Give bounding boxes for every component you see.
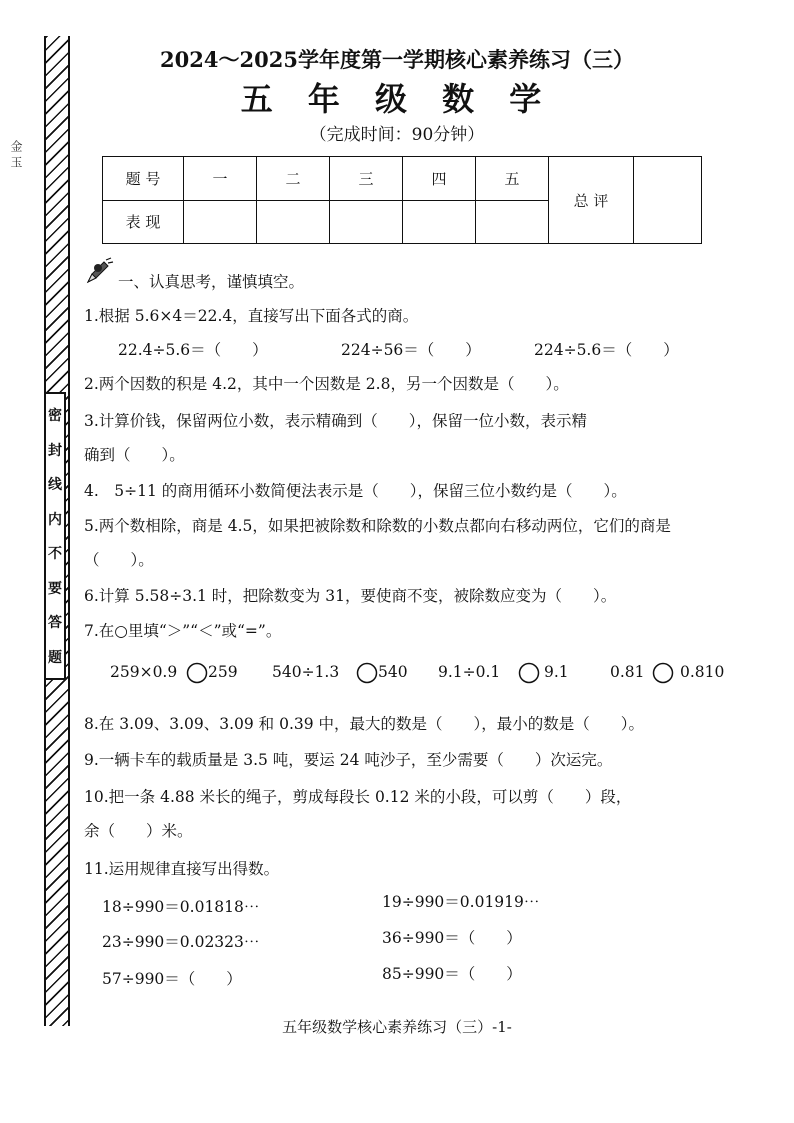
question-5-cont: （ ）。 [84, 551, 154, 569]
column-3: 三 [330, 157, 403, 201]
question-11b: 19÷990＝0.01919⋯ [382, 893, 540, 911]
question-6: 6.计算 5.58÷3.1 时，把除数变为 31，要使商不变，被除数应变为（ ）。 [84, 587, 617, 605]
total-label: 总 评 [549, 157, 634, 244]
question-11a: 18÷990＝0.01818⋯ [102, 898, 260, 916]
question-11f: 85÷990＝（ ） [382, 965, 522, 983]
seal-char: 要 [48, 580, 62, 597]
question-2: 2.两个因数的积是 4.2，其中一个因数是 2.8，另一个因数是（ ）。 [84, 375, 569, 393]
score-cell [257, 200, 330, 244]
question-10: 10.把一条 4.88 米长的绳子，剪成每段长 0.12 米的小段，可以剪（ ）段， [84, 788, 632, 806]
question-8: 8.在 3.09、3.09、3.09 和 0.39 中，最大的数是（ ），最小的数是（ ）。 [84, 715, 645, 733]
question-11d: 36÷990＝（ ） [382, 929, 522, 947]
column-2: 二 [257, 157, 330, 201]
question-7d-right: 0.810 [680, 663, 725, 681]
exam-title: 2024～2025学年度第一学期核心素养练习（三） [160, 47, 634, 72]
row-label-performance: 表 现 [103, 200, 184, 244]
question-7b-right: 540 [378, 663, 408, 681]
row-label-question-number: 题 号 [103, 157, 184, 201]
compare-circle [652, 662, 674, 684]
time-limit: （完成时间：90分钟） [309, 125, 485, 145]
seal-char: 不 [48, 546, 62, 563]
total-score-cell [634, 157, 702, 244]
score-cell [184, 200, 257, 244]
column-1: 一 [184, 157, 257, 201]
question-9: 9.一辆卡车的载质量是 3.5 吨，要运 24 吨沙子，至少需要（ ）次运完。 [84, 751, 613, 769]
question-7a-right: 259 [208, 663, 238, 681]
score-cell [330, 200, 403, 244]
score-cell [403, 200, 476, 244]
question-1a: 22.4÷5.6＝（ ） [118, 341, 268, 359]
pencil-icon [84, 256, 114, 286]
subject-title: 五 年 级 数 学 [240, 80, 554, 118]
compare-circle [356, 662, 378, 684]
seal-line-notice [44, 392, 66, 680]
question-7c-right: 9.1 [544, 663, 569, 681]
question-11c: 23÷990＝0.02323⋯ [102, 933, 260, 951]
question-3: 3.计算价钱，保留两位小数，表示精确到（ ），保留一位小数，表示精 [84, 412, 588, 430]
question-3-cont: 确到（ ）。 [84, 446, 185, 464]
seal-char: 题 [48, 649, 62, 666]
page-footer: 五年级数学核心素养练习（三）-1- [282, 1018, 512, 1036]
question-7d-left: 0.81 [610, 663, 645, 681]
question-7: 7.在○里填“＞”“＜”或“=”。 [84, 622, 282, 640]
question-1: 1.根据 5.6×4＝22.4，直接写出下面各式的商。 [84, 307, 419, 325]
side-mark: 金 玉 [9, 140, 23, 168]
seal-char: 密 [48, 408, 62, 425]
score-table [102, 156, 702, 244]
seal-char: 答 [48, 615, 62, 632]
seal-char: 内 [48, 511, 62, 528]
question-1c: 224÷5.6＝（ ） [534, 341, 679, 359]
score-cell [476, 200, 549, 244]
question-7c-left: 9.1÷0.1 [438, 663, 501, 681]
seal-char: 线 [48, 477, 62, 494]
column-4: 四 [403, 157, 476, 201]
question-7a-left: 259×0.9 [110, 663, 178, 681]
compare-circle [186, 662, 208, 684]
question-10-cont: 余（ ）米。 [84, 822, 193, 840]
compare-circle [518, 662, 540, 684]
question-11e: 57÷990＝（ ） [102, 970, 242, 988]
seal-char: 封 [48, 442, 62, 459]
question-1b: 224÷56＝（ ） [341, 341, 481, 359]
column-5: 五 [476, 157, 549, 201]
question-11: 11.运用规律直接写出得数。 [84, 860, 280, 878]
question-4: 4. 5÷11 的商用循环小数简便法表示是（ ），保留三位小数约是（ ）。 [84, 482, 627, 500]
question-7b-left: 540÷1.3 [272, 663, 340, 681]
section-1-heading: 一、认真思考，谨慎填空。 [118, 273, 305, 291]
question-5: 5.两个数相除，商是 4.5，如果把被除数和除数的小数点都向右移动两位，它们的商是 [84, 517, 671, 535]
